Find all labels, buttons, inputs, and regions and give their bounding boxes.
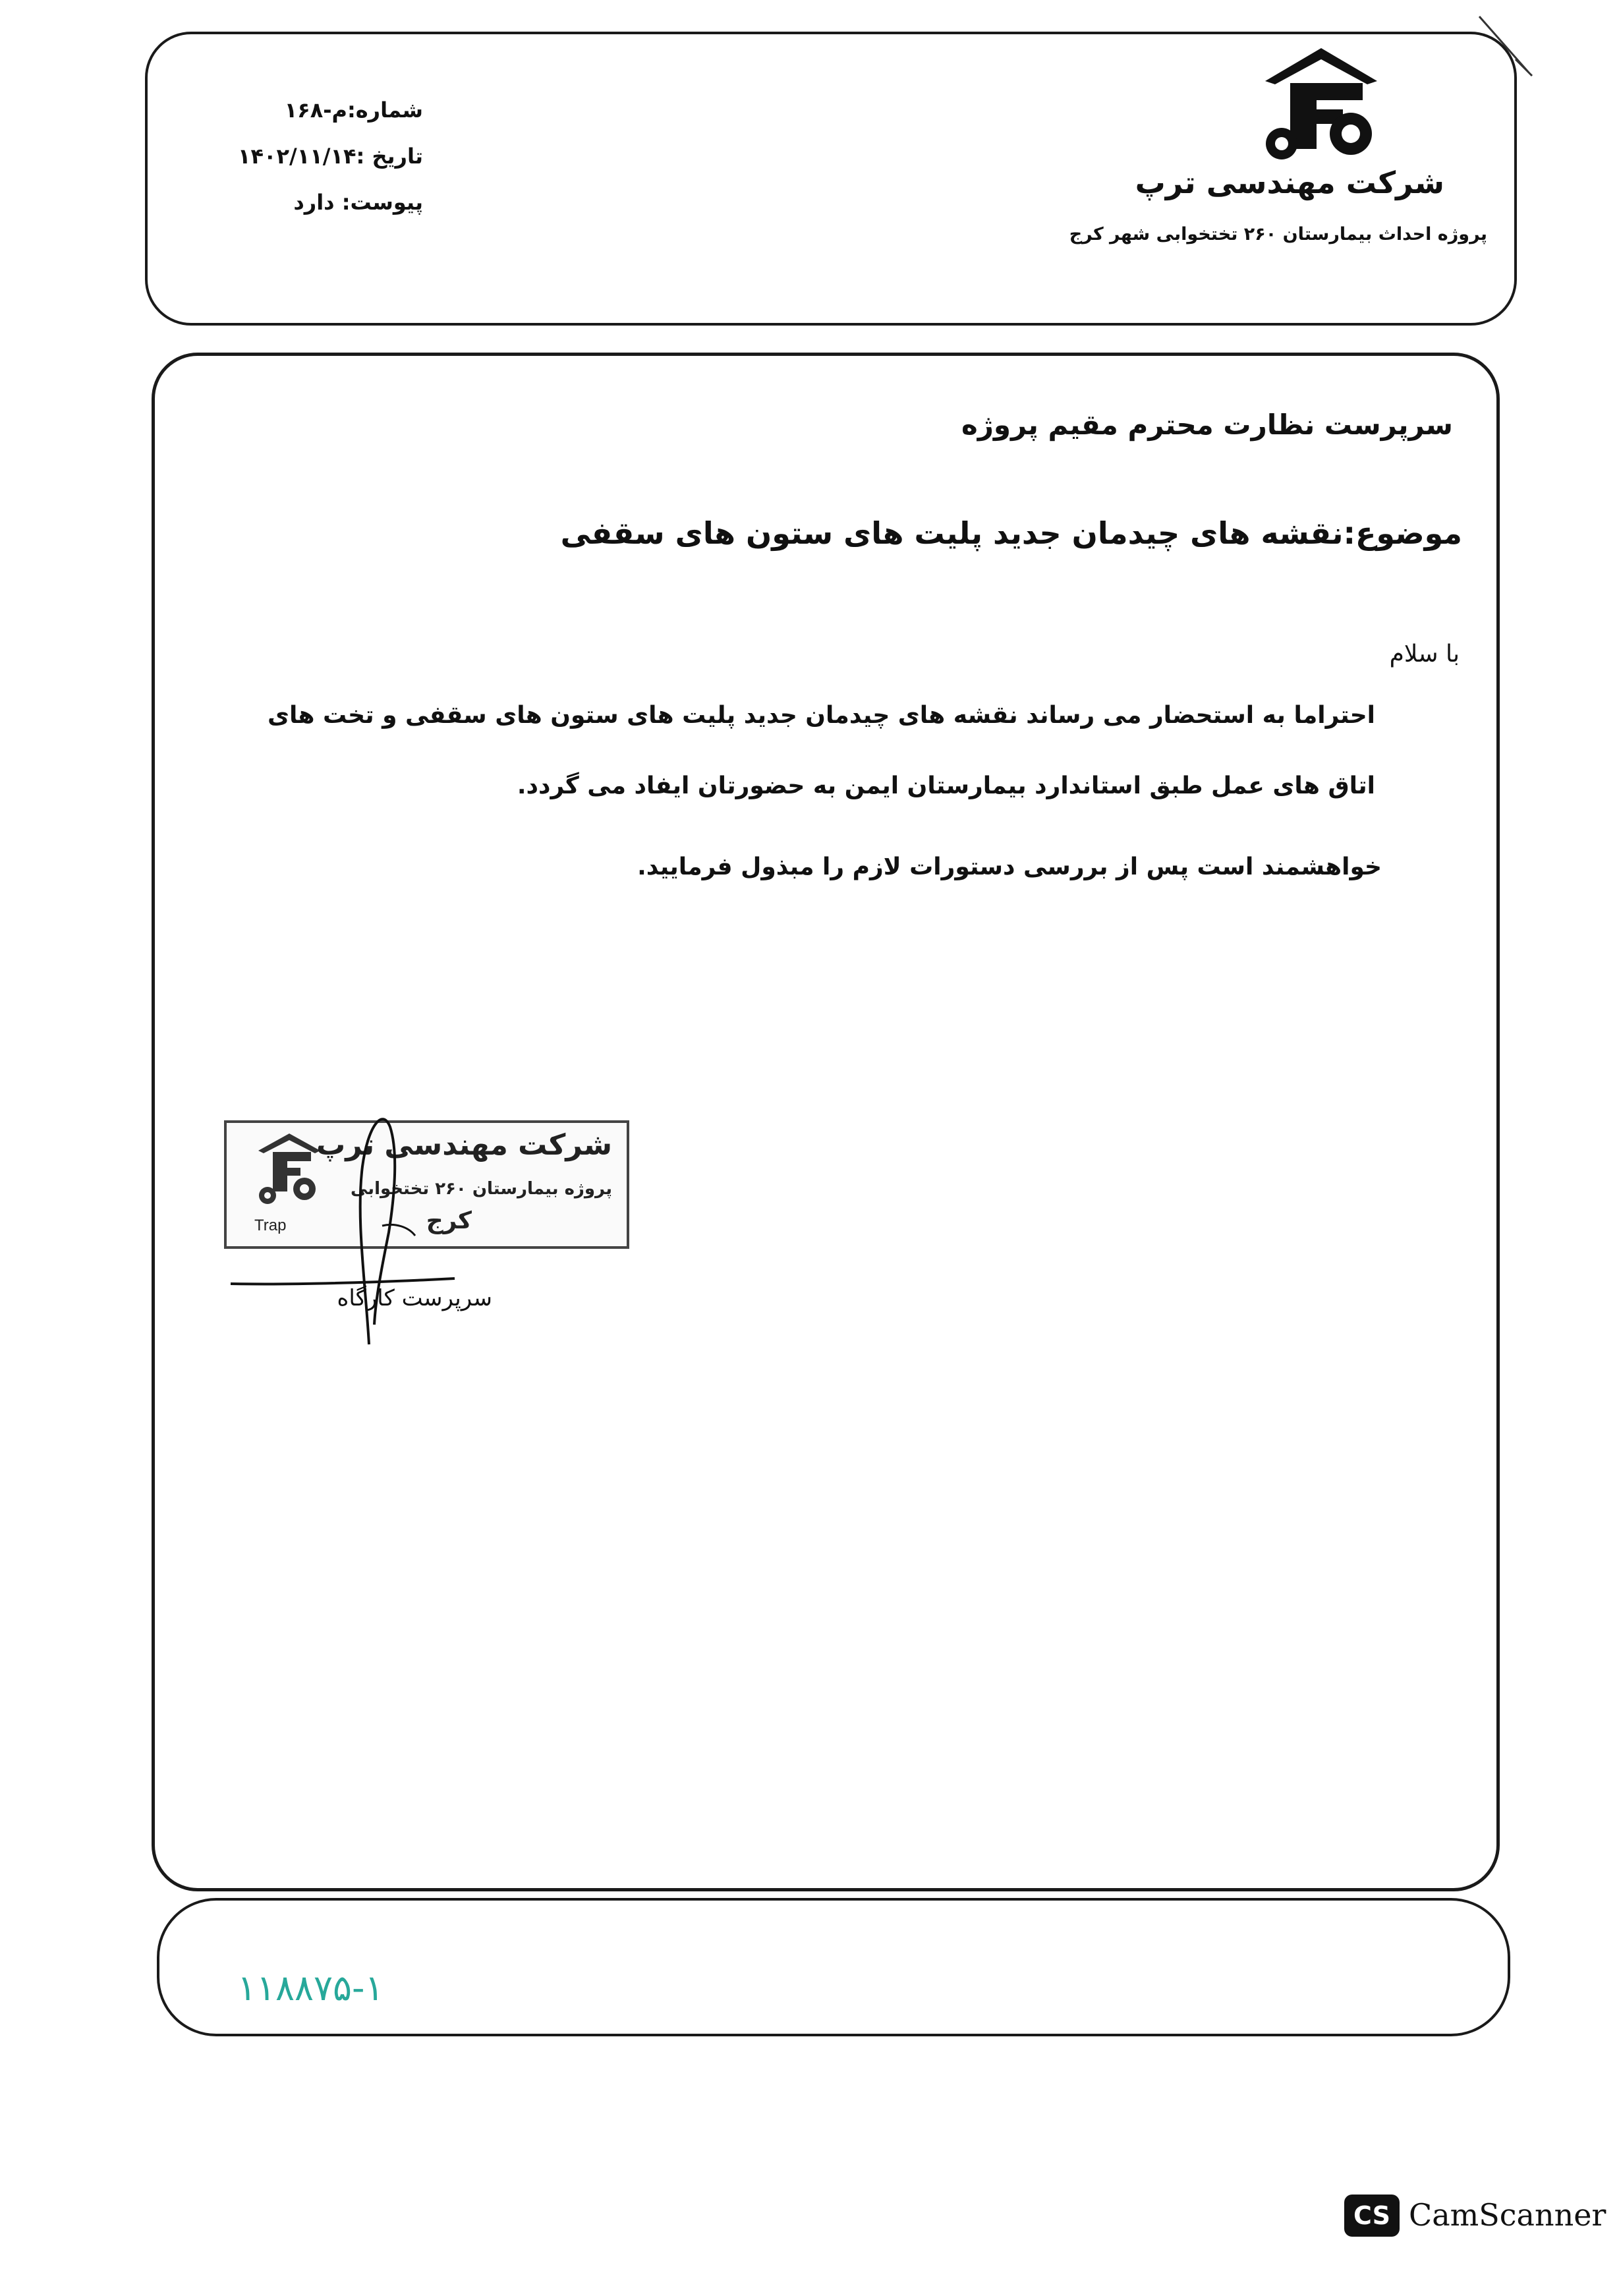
stamp-city: کرج <box>426 1207 472 1234</box>
letter-subject: موضوع:نقشه های چیدمان جدید پلیت های ستون های سقفی <box>560 515 1462 551</box>
camscanner-label: CamScanner <box>1409 2197 1606 2233</box>
company-logo-icon <box>1252 45 1390 167</box>
stamp-brand: Trap <box>254 1217 287 1234</box>
stamp-project-name: پروژه بیمارستان ۲۶۰ تختخوابی <box>351 1179 612 1199</box>
letter-date: تاریخ :۱۴۰۲/۱۱/۱۴ <box>237 144 423 169</box>
camscanner-icon: CS <box>1344 2195 1400 2237</box>
letter-number: شماره:م-۱۶۸ <box>284 98 423 123</box>
paragraph-line-2: اتاق های عمل طبق استاندارد بیمارستان ایمن به حضورتان ایفاد می گردد. <box>517 772 1375 799</box>
paragraph-line-1: احتراما به استحضار می رساند نقشه های چیدمان جدید پلیت های ستون های سقفی و تخت های <box>268 702 1375 729</box>
reference-number: ۱۱۸۸۷۵-۱ <box>237 1967 384 2009</box>
greeting: با سلام <box>1389 641 1460 668</box>
project-name: پروژه احداث بیمارستان ۲۶۰ تختخوابی شهر کرج <box>1069 224 1487 244</box>
letter-attachment: پیوست: دارد <box>293 190 423 215</box>
paragraph-line-3: خواهشمند است پس از بررسی دستورات لازم را مبذول فرمایید. <box>637 853 1382 880</box>
signer-title: سرپرست کارگاه <box>337 1285 492 1311</box>
stamp-company-name: شرکت مهندسی ترپ <box>316 1128 612 1162</box>
handwritten-signature <box>217 1087 521 1364</box>
company-name: شرکت مهندسی ترپ <box>1135 165 1444 200</box>
addressee: سرپرست نظارت محترم مقیم پروژه <box>961 409 1453 441</box>
